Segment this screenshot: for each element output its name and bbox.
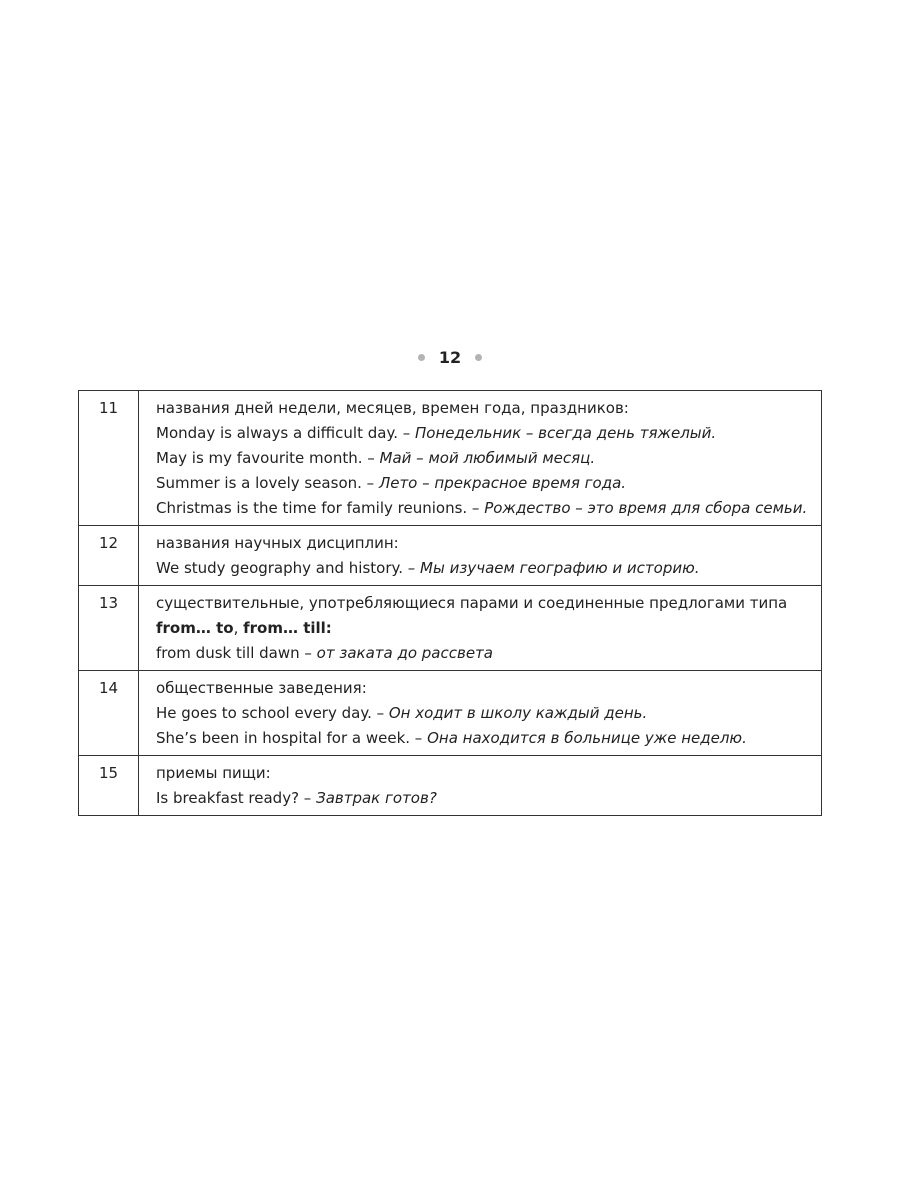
- example-english: May is my favourite month. –: [156, 449, 380, 467]
- row-number: 13: [79, 586, 139, 671]
- example-line: [156, 726, 815, 751]
- row-content: [139, 391, 822, 526]
- row-number: 12: [79, 526, 139, 586]
- row-content: [139, 586, 822, 671]
- table-row: [79, 756, 822, 816]
- example-line: [156, 471, 815, 496]
- rule-heading: названия дней недели, месяцев, времен года, праздников:: [156, 399, 629, 417]
- rule-heading: существительные, употребляющиеся парами и соединенные предлогами типа: [156, 594, 788, 612]
- pattern-from-till: from… till:: [243, 619, 332, 637]
- example-translation: от заката до рассвета: [316, 644, 493, 662]
- example-translation: Она находится в больнице уже неделю.: [427, 729, 747, 747]
- row-content: [139, 526, 822, 586]
- row-number: 14: [79, 671, 139, 756]
- example-english: Christmas is the time for family reunions. –: [156, 499, 485, 517]
- example-line: [156, 641, 815, 666]
- example-english: from dusk till dawn –: [156, 644, 317, 662]
- example-line: [156, 701, 815, 726]
- example-line: [156, 786, 815, 811]
- example-line: [156, 446, 815, 471]
- table-row: [79, 671, 822, 756]
- row-content: [139, 756, 822, 816]
- table-row: [79, 586, 822, 671]
- left-dot-icon: [418, 354, 425, 361]
- example-line: [156, 421, 815, 446]
- example-translation: Рождество – это время для сбора семьи.: [484, 499, 808, 517]
- table-row: [79, 391, 822, 526]
- example-line: [156, 556, 815, 581]
- page-header: [0, 346, 900, 368]
- page-number: 12: [438, 347, 462, 367]
- example-translation: Понедельник – всегда день тяжелый.: [415, 424, 717, 442]
- example-translation: Май – мой любимый месяц.: [379, 449, 596, 467]
- example-english: He goes to school every day. –: [156, 704, 389, 722]
- example-line: [156, 496, 815, 521]
- example-translation: Он ходит в школу каждый день.: [388, 704, 648, 722]
- example-translation: Завтрак готов?: [316, 789, 437, 807]
- example-english: Summer is a lovely season. –: [156, 474, 379, 492]
- table-row: [79, 526, 822, 586]
- row-content: [139, 671, 822, 756]
- pattern-from-to: from… to: [156, 619, 234, 637]
- right-dot-icon: [475, 354, 482, 361]
- example-english: Is breakfast ready? –: [156, 789, 317, 807]
- rule-heading: приемы пищи:: [156, 764, 271, 782]
- rules-table: [78, 390, 822, 816]
- example-translation: Мы изучаем географию и историю.: [420, 559, 700, 577]
- example-english: She’s been in hospital for a week. –: [156, 729, 428, 747]
- pattern-separator: ,: [233, 619, 244, 637]
- example-translation: Лето – прекрасное время года.: [378, 474, 627, 492]
- row-number: 11: [79, 391, 139, 526]
- rule-heading: названия научных дисциплин:: [156, 534, 399, 552]
- preposition-pattern: [156, 616, 815, 641]
- row-number: 15: [79, 756, 139, 816]
- example-english: Monday is always a difficult day. –: [156, 424, 415, 442]
- rule-heading: общественные заведения:: [156, 679, 367, 697]
- example-english: We study geography and history. –: [156, 559, 421, 577]
